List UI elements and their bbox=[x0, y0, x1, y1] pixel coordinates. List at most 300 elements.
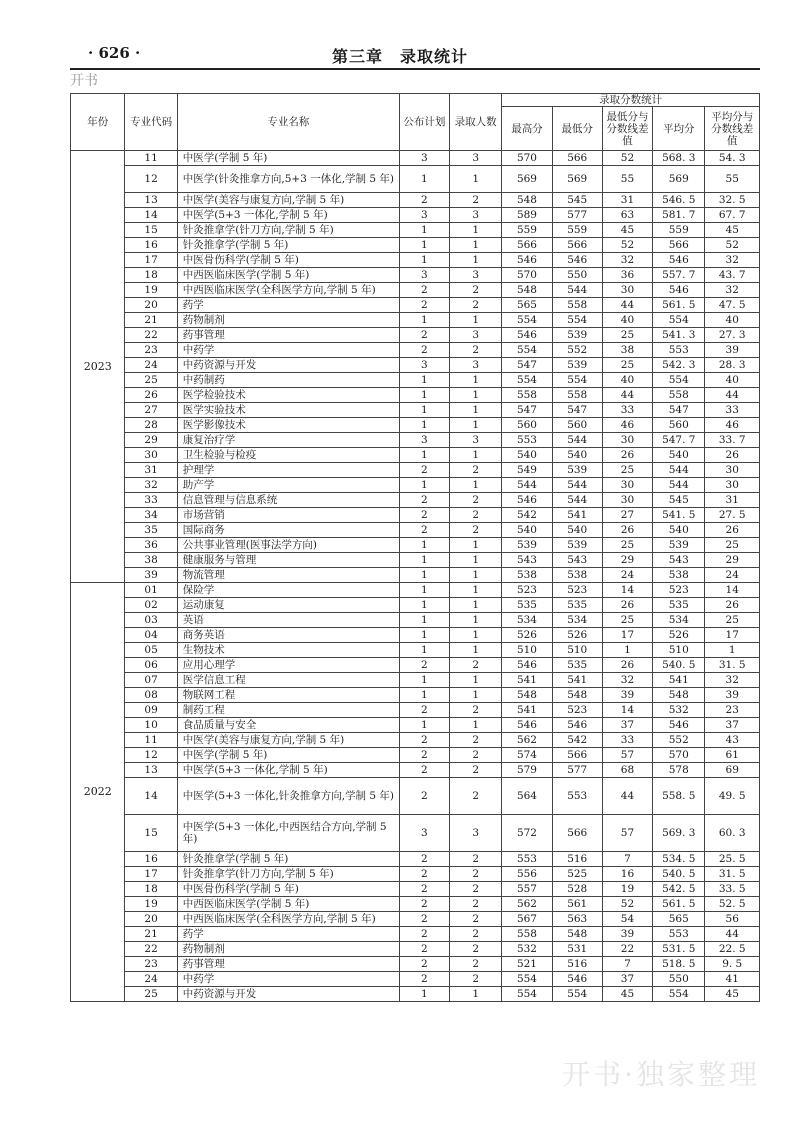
table-row bbox=[71, 643, 760, 658]
cell-plan: 2 bbox=[399, 912, 449, 927]
cell-admitted: 1 bbox=[450, 568, 502, 583]
table-row bbox=[71, 852, 760, 867]
cell-avg: 542. 5 bbox=[653, 882, 705, 897]
cell-name: 国际商务 bbox=[177, 523, 399, 538]
cell-min: 566 bbox=[552, 815, 602, 852]
cell-avg-diff: 47. 5 bbox=[705, 298, 760, 313]
cell-max: 526 bbox=[502, 628, 552, 643]
cell-plan: 1 bbox=[399, 313, 449, 328]
cell-code: 18 bbox=[125, 268, 177, 283]
table-row bbox=[71, 942, 760, 957]
cell-min: 539 bbox=[552, 358, 602, 373]
cell-avg: 523 bbox=[653, 583, 705, 598]
cell-avg: 553 bbox=[653, 927, 705, 942]
cell-min-diff: 45 bbox=[602, 987, 652, 1002]
cell-max: 570 bbox=[502, 268, 552, 283]
cell-admitted: 1 bbox=[450, 583, 502, 598]
cell-min: 558 bbox=[552, 388, 602, 403]
cell-min: 559 bbox=[552, 223, 602, 238]
table-row bbox=[71, 703, 760, 718]
cell-min-diff: 33 bbox=[602, 403, 652, 418]
cell-plan: 1 bbox=[399, 448, 449, 463]
cell-min-diff: 17 bbox=[602, 628, 652, 643]
table-row bbox=[71, 373, 760, 388]
cell-name: 制药工程 bbox=[177, 703, 399, 718]
cell-name: 中医学(学制 5 年) bbox=[177, 151, 399, 166]
cell-avg-diff: 31 bbox=[705, 493, 760, 508]
cell-avg-diff: 43 bbox=[705, 733, 760, 748]
cell-avg: 540 bbox=[653, 523, 705, 538]
cell-avg: 544 bbox=[653, 478, 705, 493]
table-row bbox=[71, 658, 760, 673]
cell-name: 信息管理与信息系统 bbox=[177, 493, 399, 508]
col-min-diff: 最低分与分数线差值 bbox=[602, 107, 652, 151]
cell-code: 34 bbox=[125, 508, 177, 523]
cell-code: 24 bbox=[125, 972, 177, 987]
table-row bbox=[71, 538, 760, 553]
cell-code: 29 bbox=[125, 433, 177, 448]
cell-admitted: 2 bbox=[450, 493, 502, 508]
cell-max: 553 bbox=[502, 433, 552, 448]
cell-min-diff: 40 bbox=[602, 373, 652, 388]
table-row bbox=[71, 523, 760, 538]
cell-code: 21 bbox=[125, 927, 177, 942]
cell-max: 546 bbox=[502, 658, 552, 673]
cell-avg-diff: 67. 7 bbox=[705, 208, 760, 223]
cell-max: 546 bbox=[502, 718, 552, 733]
cell-name: 药学 bbox=[177, 927, 399, 942]
cell-code: 08 bbox=[125, 688, 177, 703]
cell-min: 561 bbox=[552, 897, 602, 912]
table-row bbox=[71, 493, 760, 508]
cell-code: 16 bbox=[125, 852, 177, 867]
table-row bbox=[71, 763, 760, 778]
cell-avg-diff: 46 bbox=[705, 418, 760, 433]
table-row bbox=[71, 748, 760, 763]
cell-admitted: 2 bbox=[450, 912, 502, 927]
cell-name: 公共事业管理(医事法学方向) bbox=[177, 538, 399, 553]
cell-plan: 2 bbox=[399, 703, 449, 718]
cell-name: 助产学 bbox=[177, 478, 399, 493]
cell-plan: 1 bbox=[399, 673, 449, 688]
cell-min: 540 bbox=[552, 523, 602, 538]
cell-code: 11 bbox=[125, 151, 177, 166]
cell-code: 33 bbox=[125, 493, 177, 508]
cell-admitted: 3 bbox=[450, 328, 502, 343]
cell-admitted: 3 bbox=[450, 208, 502, 223]
cell-max: 554 bbox=[502, 972, 552, 987]
cell-avg-diff: 43. 7 bbox=[705, 268, 760, 283]
cell-code: 19 bbox=[125, 897, 177, 912]
cell-avg-diff: 49. 5 bbox=[705, 778, 760, 815]
cell-name: 中药资源与开发 bbox=[177, 358, 399, 373]
table-row bbox=[71, 568, 760, 583]
col-admitted: 录取人数 bbox=[450, 94, 502, 151]
cell-min-diff: 30 bbox=[602, 433, 652, 448]
cell-min-diff: 29 bbox=[602, 553, 652, 568]
cell-admitted: 1 bbox=[450, 688, 502, 703]
cell-avg: 570 bbox=[653, 748, 705, 763]
cell-max: 534 bbox=[502, 613, 552, 628]
cell-code: 28 bbox=[125, 418, 177, 433]
cell-min: 560 bbox=[552, 418, 602, 433]
cell-avg: 542. 3 bbox=[653, 358, 705, 373]
cell-min-diff: 68 bbox=[602, 763, 652, 778]
cell-admitted: 2 bbox=[450, 852, 502, 867]
year-cell: 2023 bbox=[71, 151, 125, 583]
cell-avg-diff: 24 bbox=[705, 568, 760, 583]
cell-min: 540 bbox=[552, 448, 602, 463]
cell-name: 中西医临床医学(全科医学方向,学制 5 年) bbox=[177, 912, 399, 927]
col-year: 年份 bbox=[71, 94, 125, 151]
cell-max: 539 bbox=[502, 538, 552, 553]
cell-avg: 554 bbox=[653, 313, 705, 328]
cell-admitted: 3 bbox=[450, 268, 502, 283]
cell-max: 554 bbox=[502, 313, 552, 328]
cell-avg: 569 bbox=[653, 166, 705, 193]
cell-admitted: 2 bbox=[450, 703, 502, 718]
cell-avg: 538 bbox=[653, 568, 705, 583]
cell-max: 540 bbox=[502, 523, 552, 538]
cell-code: 15 bbox=[125, 815, 177, 852]
cell-min: 538 bbox=[552, 568, 602, 583]
cell-avg-diff: 26 bbox=[705, 448, 760, 463]
cell-avg-diff: 56 bbox=[705, 912, 760, 927]
cell-admitted: 2 bbox=[450, 193, 502, 208]
cell-name: 中西医临床医学(学制 5 年) bbox=[177, 268, 399, 283]
cell-admitted: 2 bbox=[450, 658, 502, 673]
table-row bbox=[71, 957, 760, 972]
cell-admitted: 1 bbox=[450, 628, 502, 643]
cell-avg-diff: 25 bbox=[705, 613, 760, 628]
cell-plan: 1 bbox=[399, 643, 449, 658]
cell-avg-diff: 40 bbox=[705, 373, 760, 388]
cell-code: 04 bbox=[125, 628, 177, 643]
cell-name: 中医学(美容与康复方向,学制 5 年) bbox=[177, 193, 399, 208]
cell-plan: 1 bbox=[399, 688, 449, 703]
header-rule bbox=[70, 68, 760, 70]
cell-admitted: 2 bbox=[450, 942, 502, 957]
cell-max: 579 bbox=[502, 763, 552, 778]
cell-admitted: 2 bbox=[450, 463, 502, 478]
cell-plan: 2 bbox=[399, 927, 449, 942]
table-row bbox=[71, 815, 760, 852]
cell-name: 中医学(5+3 一体化,学制 5 年) bbox=[177, 208, 399, 223]
cell-min: 550 bbox=[552, 268, 602, 283]
cell-admitted: 1 bbox=[450, 418, 502, 433]
cell-plan: 2 bbox=[399, 867, 449, 882]
cell-min: 541 bbox=[552, 673, 602, 688]
cell-code: 17 bbox=[125, 867, 177, 882]
table-row bbox=[71, 328, 760, 343]
cell-avg: 554 bbox=[653, 987, 705, 1002]
cell-max: 562 bbox=[502, 897, 552, 912]
cell-avg: 543 bbox=[653, 553, 705, 568]
cell-code: 11 bbox=[125, 733, 177, 748]
cell-avg: 561. 5 bbox=[653, 897, 705, 912]
cell-min: 544 bbox=[552, 283, 602, 298]
cell-min: 535 bbox=[552, 658, 602, 673]
table-row bbox=[71, 403, 760, 418]
cell-avg: 552 bbox=[653, 733, 705, 748]
cell-max: 548 bbox=[502, 193, 552, 208]
cell-min: 525 bbox=[552, 867, 602, 882]
cell-name: 医学检验技术 bbox=[177, 388, 399, 403]
cell-avg: 532 bbox=[653, 703, 705, 718]
cell-code: 32 bbox=[125, 478, 177, 493]
cell-min-diff: 37 bbox=[602, 718, 652, 733]
table-row bbox=[71, 343, 760, 358]
cell-max: 541 bbox=[502, 703, 552, 718]
cell-min: 516 bbox=[552, 852, 602, 867]
cell-code: 19 bbox=[125, 283, 177, 298]
cell-plan: 1 bbox=[399, 238, 449, 253]
cell-code: 22 bbox=[125, 942, 177, 957]
cell-code: 22 bbox=[125, 328, 177, 343]
table-row bbox=[71, 778, 760, 815]
table-row bbox=[71, 193, 760, 208]
cell-min-diff: 7 bbox=[602, 957, 652, 972]
cell-min-diff: 30 bbox=[602, 493, 652, 508]
cell-avg-diff: 26 bbox=[705, 598, 760, 613]
cell-max: 554 bbox=[502, 373, 552, 388]
cell-avg: 539 bbox=[653, 538, 705, 553]
cell-avg: 540. 5 bbox=[653, 658, 705, 673]
cell-avg-diff: 41 bbox=[705, 972, 760, 987]
cell-min-diff: 32 bbox=[602, 673, 652, 688]
col-code: 专业代码 bbox=[125, 94, 177, 151]
cell-max: 570 bbox=[502, 151, 552, 166]
cell-avg: 548 bbox=[653, 688, 705, 703]
cell-avg-diff: 27. 5 bbox=[705, 508, 760, 523]
cell-code: 13 bbox=[125, 193, 177, 208]
cell-admitted: 2 bbox=[450, 523, 502, 538]
cell-admitted: 2 bbox=[450, 748, 502, 763]
cell-max: 574 bbox=[502, 748, 552, 763]
cell-min-diff: 14 bbox=[602, 583, 652, 598]
cell-min: 566 bbox=[552, 151, 602, 166]
cell-min-diff: 55 bbox=[602, 166, 652, 193]
cell-min: 541 bbox=[552, 508, 602, 523]
col-min: 最低分 bbox=[552, 107, 602, 151]
cell-name: 食品质量与安全 bbox=[177, 718, 399, 733]
cell-min: 535 bbox=[552, 598, 602, 613]
cell-code: 07 bbox=[125, 673, 177, 688]
cell-min-diff: 26 bbox=[602, 658, 652, 673]
cell-min: 577 bbox=[552, 763, 602, 778]
cell-plan: 3 bbox=[399, 268, 449, 283]
cell-code: 12 bbox=[125, 748, 177, 763]
cell-plan: 2 bbox=[399, 897, 449, 912]
cell-max: 559 bbox=[502, 223, 552, 238]
cell-max: 546 bbox=[502, 253, 552, 268]
cell-min: 563 bbox=[552, 912, 602, 927]
cell-code: 12 bbox=[125, 166, 177, 193]
cell-code: 18 bbox=[125, 882, 177, 897]
cell-plan: 1 bbox=[399, 583, 449, 598]
cell-name: 针灸推拿学(学制 5 年) bbox=[177, 238, 399, 253]
cell-min: 546 bbox=[552, 253, 602, 268]
cell-avg-diff: 40 bbox=[705, 313, 760, 328]
cell-admitted: 2 bbox=[450, 283, 502, 298]
cell-max: 546 bbox=[502, 493, 552, 508]
cell-max: 589 bbox=[502, 208, 552, 223]
page-number: · 626 · bbox=[88, 44, 141, 62]
cell-code: 17 bbox=[125, 253, 177, 268]
cell-name: 运动康复 bbox=[177, 598, 399, 613]
table-row bbox=[71, 927, 760, 942]
table-row bbox=[71, 463, 760, 478]
cell-max: 532 bbox=[502, 942, 552, 957]
cell-min: 553 bbox=[552, 778, 602, 815]
cell-avg: 510 bbox=[653, 643, 705, 658]
cell-min-diff: 26 bbox=[602, 448, 652, 463]
cell-max: 544 bbox=[502, 478, 552, 493]
cell-plan: 2 bbox=[399, 972, 449, 987]
cell-code: 25 bbox=[125, 373, 177, 388]
cell-avg: 558 bbox=[653, 388, 705, 403]
cell-max: 547 bbox=[502, 403, 552, 418]
cell-min: 577 bbox=[552, 208, 602, 223]
cell-avg-diff: 33. 7 bbox=[705, 433, 760, 448]
cell-code: 02 bbox=[125, 598, 177, 613]
cell-avg-diff: 55 bbox=[705, 166, 760, 193]
cell-max: 572 bbox=[502, 815, 552, 852]
table-row bbox=[71, 583, 760, 598]
table-row bbox=[71, 253, 760, 268]
cell-avg: 553 bbox=[653, 343, 705, 358]
cell-min: 544 bbox=[552, 493, 602, 508]
cell-min: 558 bbox=[552, 298, 602, 313]
cell-min-diff: 30 bbox=[602, 283, 652, 298]
cell-avg-diff: 32 bbox=[705, 283, 760, 298]
cell-admitted: 1 bbox=[450, 673, 502, 688]
cell-min-diff: 25 bbox=[602, 463, 652, 478]
cell-plan: 2 bbox=[399, 463, 449, 478]
cell-avg-diff: 32 bbox=[705, 253, 760, 268]
cell-admitted: 2 bbox=[450, 957, 502, 972]
cell-name: 医学影像技术 bbox=[177, 418, 399, 433]
cell-avg: 541. 5 bbox=[653, 508, 705, 523]
cell-name: 中医学(5+3 一体化,中西医结合方向,学制 5 年) bbox=[177, 815, 399, 852]
cell-min-diff: 57 bbox=[602, 748, 652, 763]
cell-code: 36 bbox=[125, 538, 177, 553]
cell-avg-diff: 28. 3 bbox=[705, 358, 760, 373]
cell-max: 541 bbox=[502, 673, 552, 688]
cell-avg: 578 bbox=[653, 763, 705, 778]
cell-name: 药事管理 bbox=[177, 328, 399, 343]
cell-avg-diff: 39 bbox=[705, 343, 760, 358]
table-row bbox=[71, 613, 760, 628]
cell-min-diff: 44 bbox=[602, 298, 652, 313]
cell-code: 24 bbox=[125, 358, 177, 373]
cell-avg-diff: 60. 3 bbox=[705, 815, 760, 852]
cell-admitted: 2 bbox=[450, 882, 502, 897]
cell-admitted: 1 bbox=[450, 553, 502, 568]
cell-name: 中药学 bbox=[177, 972, 399, 987]
table-row bbox=[71, 313, 760, 328]
cell-avg: 557. 7 bbox=[653, 268, 705, 283]
cell-avg-diff: 44 bbox=[705, 927, 760, 942]
cell-admitted: 1 bbox=[450, 718, 502, 733]
cell-avg: 547 bbox=[653, 403, 705, 418]
cell-avg: 546 bbox=[653, 253, 705, 268]
cell-min: 539 bbox=[552, 463, 602, 478]
cell-code: 21 bbox=[125, 313, 177, 328]
cell-code: 09 bbox=[125, 703, 177, 718]
cell-min: 516 bbox=[552, 957, 602, 972]
cell-avg: 545 bbox=[653, 493, 705, 508]
table-row bbox=[71, 912, 760, 927]
cell-avg-diff: 22. 5 bbox=[705, 942, 760, 957]
cell-min-diff: 24 bbox=[602, 568, 652, 583]
cell-min-diff: 46 bbox=[602, 418, 652, 433]
cell-avg-diff: 45 bbox=[705, 223, 760, 238]
cell-max: 567 bbox=[502, 912, 552, 927]
cell-admitted: 1 bbox=[450, 613, 502, 628]
cell-max: 558 bbox=[502, 927, 552, 942]
cell-min-diff: 37 bbox=[602, 972, 652, 987]
table-row bbox=[71, 448, 760, 463]
cell-avg-diff: 44 bbox=[705, 388, 760, 403]
table-row bbox=[71, 718, 760, 733]
cell-max: 565 bbox=[502, 298, 552, 313]
cell-min-diff: 27 bbox=[602, 508, 652, 523]
cell-name: 护理学 bbox=[177, 463, 399, 478]
cell-plan: 1 bbox=[399, 388, 449, 403]
cell-max: 558 bbox=[502, 388, 552, 403]
cell-admitted: 2 bbox=[450, 867, 502, 882]
cell-plan: 3 bbox=[399, 358, 449, 373]
table-row bbox=[71, 972, 760, 987]
cell-min: 554 bbox=[552, 373, 602, 388]
cell-avg-diff: 23 bbox=[705, 703, 760, 718]
cell-min-diff: 39 bbox=[602, 688, 652, 703]
cell-min-diff: 26 bbox=[602, 598, 652, 613]
cell-max: 535 bbox=[502, 598, 552, 613]
cell-plan: 1 bbox=[399, 628, 449, 643]
cell-min-diff: 33 bbox=[602, 733, 652, 748]
cell-max: 548 bbox=[502, 283, 552, 298]
cell-min: 543 bbox=[552, 553, 602, 568]
table-row bbox=[71, 223, 760, 238]
cell-avg-diff: 33 bbox=[705, 403, 760, 418]
cell-min-diff: 38 bbox=[602, 343, 652, 358]
cell-code: 38 bbox=[125, 553, 177, 568]
cell-min: 528 bbox=[552, 882, 602, 897]
cell-min: 523 bbox=[552, 583, 602, 598]
cell-avg: 546. 5 bbox=[653, 193, 705, 208]
cell-max: 540 bbox=[502, 448, 552, 463]
cell-min: 548 bbox=[552, 927, 602, 942]
cell-min-diff: 16 bbox=[602, 867, 652, 882]
cell-min-diff: 26 bbox=[602, 523, 652, 538]
cell-avg-diff: 17 bbox=[705, 628, 760, 643]
cell-min-diff: 45 bbox=[602, 223, 652, 238]
cell-name: 中医学(5+3 一体化,针灸推拿方向,学制 5 年) bbox=[177, 778, 399, 815]
cell-name: 药物制剂 bbox=[177, 942, 399, 957]
cell-avg: 558. 5 bbox=[653, 778, 705, 815]
cell-code: 25 bbox=[125, 987, 177, 1002]
cell-max: 566 bbox=[502, 238, 552, 253]
cell-plan: 1 bbox=[399, 553, 449, 568]
cell-plan: 2 bbox=[399, 343, 449, 358]
cell-admitted: 1 bbox=[450, 373, 502, 388]
cell-min-diff: 7 bbox=[602, 852, 652, 867]
cell-name: 药学 bbox=[177, 298, 399, 313]
cell-plan: 1 bbox=[399, 253, 449, 268]
col-max: 最高分 bbox=[502, 107, 552, 151]
